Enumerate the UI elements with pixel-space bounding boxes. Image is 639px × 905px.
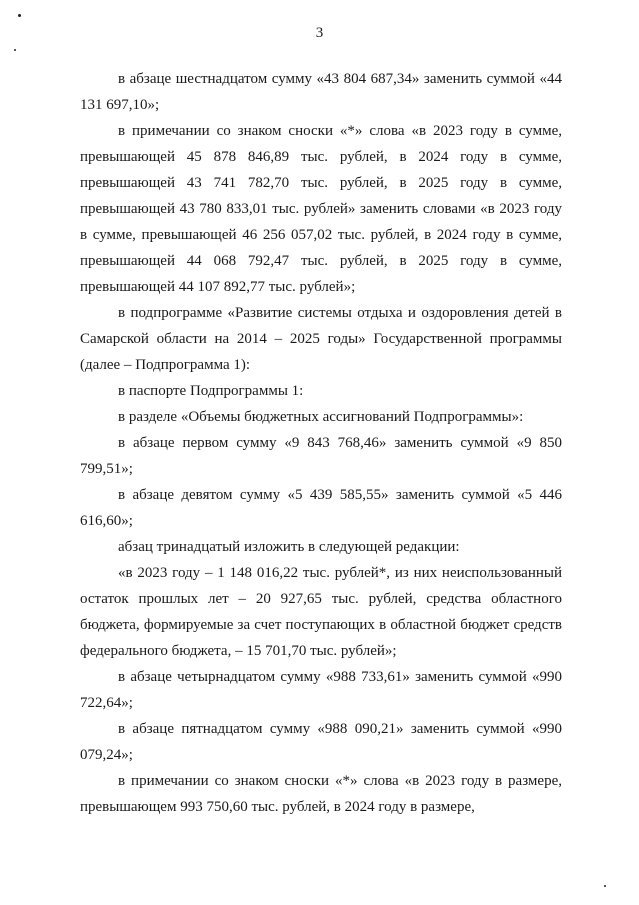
paragraph: в подпрограмме «Развитие системы отдыха и оздоровления детей в Самарской области на 2014 – 2025 годы» Государственной программы (далее – Подпрограмма 1): (80, 305, 562, 373)
paragraph: в абзаце первом сумму «9 843 768,46» заменить суммой «9 850 799,51»; (80, 435, 562, 477)
scan-speck (14, 49, 16, 51)
paragraph: абзац тринадцатый изложить в следующей редакции: (118, 539, 460, 555)
paragraph: в примечании со знаком сноски «*» слова «в 2023 году в размере, превышающем 993 750,60 тыс. рублей, в 2024 году в размере, (80, 773, 562, 815)
scan-speck (604, 885, 606, 887)
paragraph: в абзаце четырнадцатом сумму «988 733,61» заменить суммой «990 722,64»; (80, 669, 562, 711)
paragraph: в абзаце шестнадцатом сумму «43 804 687,34» заменить суммой «44 131 697,10»; (80, 71, 562, 113)
page-number: 3 (315, 25, 324, 41)
paragraph: в абзаце девятом сумму «5 439 585,55» заменить суммой «5 446 616,60»; (80, 487, 562, 529)
paragraph: в паспорте Подпрограммы 1: (118, 383, 304, 399)
scan-speck (18, 14, 21, 17)
paragraph: в разделе «Объемы бюджетных ассигнований Подпрограммы»: (118, 409, 524, 425)
document-body (80, 66, 562, 820)
paragraph: в абзаце пятнадцатом сумму «988 090,21» заменить суммой «990 079,24»; (80, 721, 562, 763)
paragraph: в примечании со знаком сноски «*» слова «в 2023 году в сумме, превышающей 45 878 846,89 тыс. рублей, в 2024 году в сумме, превышающей 43 741 782,70 тыс. рублей, в 2025 году в сумме, превышающей 43 780 833,01 тыс. рублей» заменить словами «в 2023 году в сумме, превышающей 46 256 057,02 тыс. рублей, в 2024 году в сумме, превышающей 44 068 792,47 тыс. рублей, в 2025 году в сумме, превышающей 44 107 892,77 тыс. рублей»; (80, 123, 562, 295)
paragraph: «в 2023 году – 1 148 016,22 тыс. рублей*, из них неиспользованный остаток прошлых лет – 20 927,65 тыс. рублей, средства областного бюджета, формируемые за счет поступающих в областной бюджет средств федерального бюджета, – 15 701,70 тыс. рублей»; (80, 565, 562, 659)
